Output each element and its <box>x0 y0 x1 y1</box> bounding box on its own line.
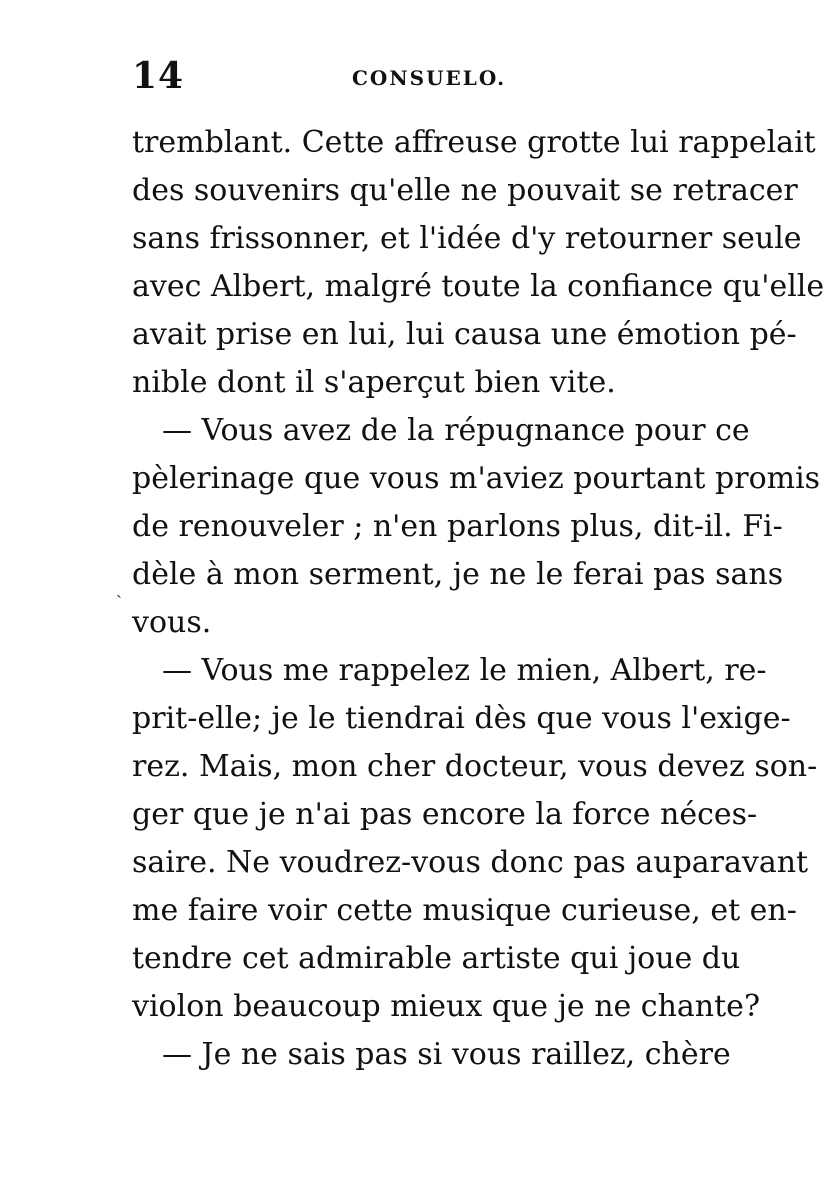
text-line: — Je ne sais pas si vous raillez, chère <box>162 1037 731 1072</box>
page-number: 14 <box>132 55 185 97</box>
text-line: — Vous avez de la répugnance pour ce <box>162 413 750 448</box>
text-line: de renouveler ; n'en parlons plus, dit-il. Fi- <box>132 509 783 544</box>
text-line: dèle à mon serment, je ne le ferai pas sans <box>132 557 784 592</box>
text-line: saire. Ne voudrez-vous donc pas auparavant <box>132 845 809 880</box>
text-line: sans frissonner, et l'idée d'y retourner seule <box>132 221 802 256</box>
text-line: violon beaucoup mieux que je ne chante? <box>132 989 761 1024</box>
text-line: des souvenirs qu'elle ne pouvait se retracer <box>132 173 798 208</box>
text-line: tremblant. Cette affreuse grotte lui rappelait <box>132 125 816 160</box>
text-line: — Vous me rappelez le mien, Albert, re- <box>162 653 767 688</box>
margin-mark: ˎ <box>116 578 122 599</box>
text-line: nible dont il s'aperçut bien vite. <box>132 365 616 400</box>
text-line: me faire voir cette musique curieuse, et en- <box>132 893 797 928</box>
text-line: prit-elle; je le tiendrai dès que vous l'exige- <box>132 701 791 736</box>
text-line: pèlerinage que vous m'aviez pourtant promis <box>132 461 821 496</box>
text-line: rez. Mais, mon cher docteur, vous devez son- <box>132 749 818 784</box>
text-line: ger que je n'ai pas encore la force néces- <box>132 797 758 832</box>
running-title: CONSUELO. <box>352 66 507 90</box>
text-line: vous. <box>132 605 212 640</box>
text-line: tendre cet admirable artiste qui joue du <box>132 941 741 976</box>
text-line: avec Albert, malgré toute la confiance qu'elle <box>132 269 825 304</box>
text-line: avait prise en lui, lui causa une émotion pé- <box>132 317 797 352</box>
